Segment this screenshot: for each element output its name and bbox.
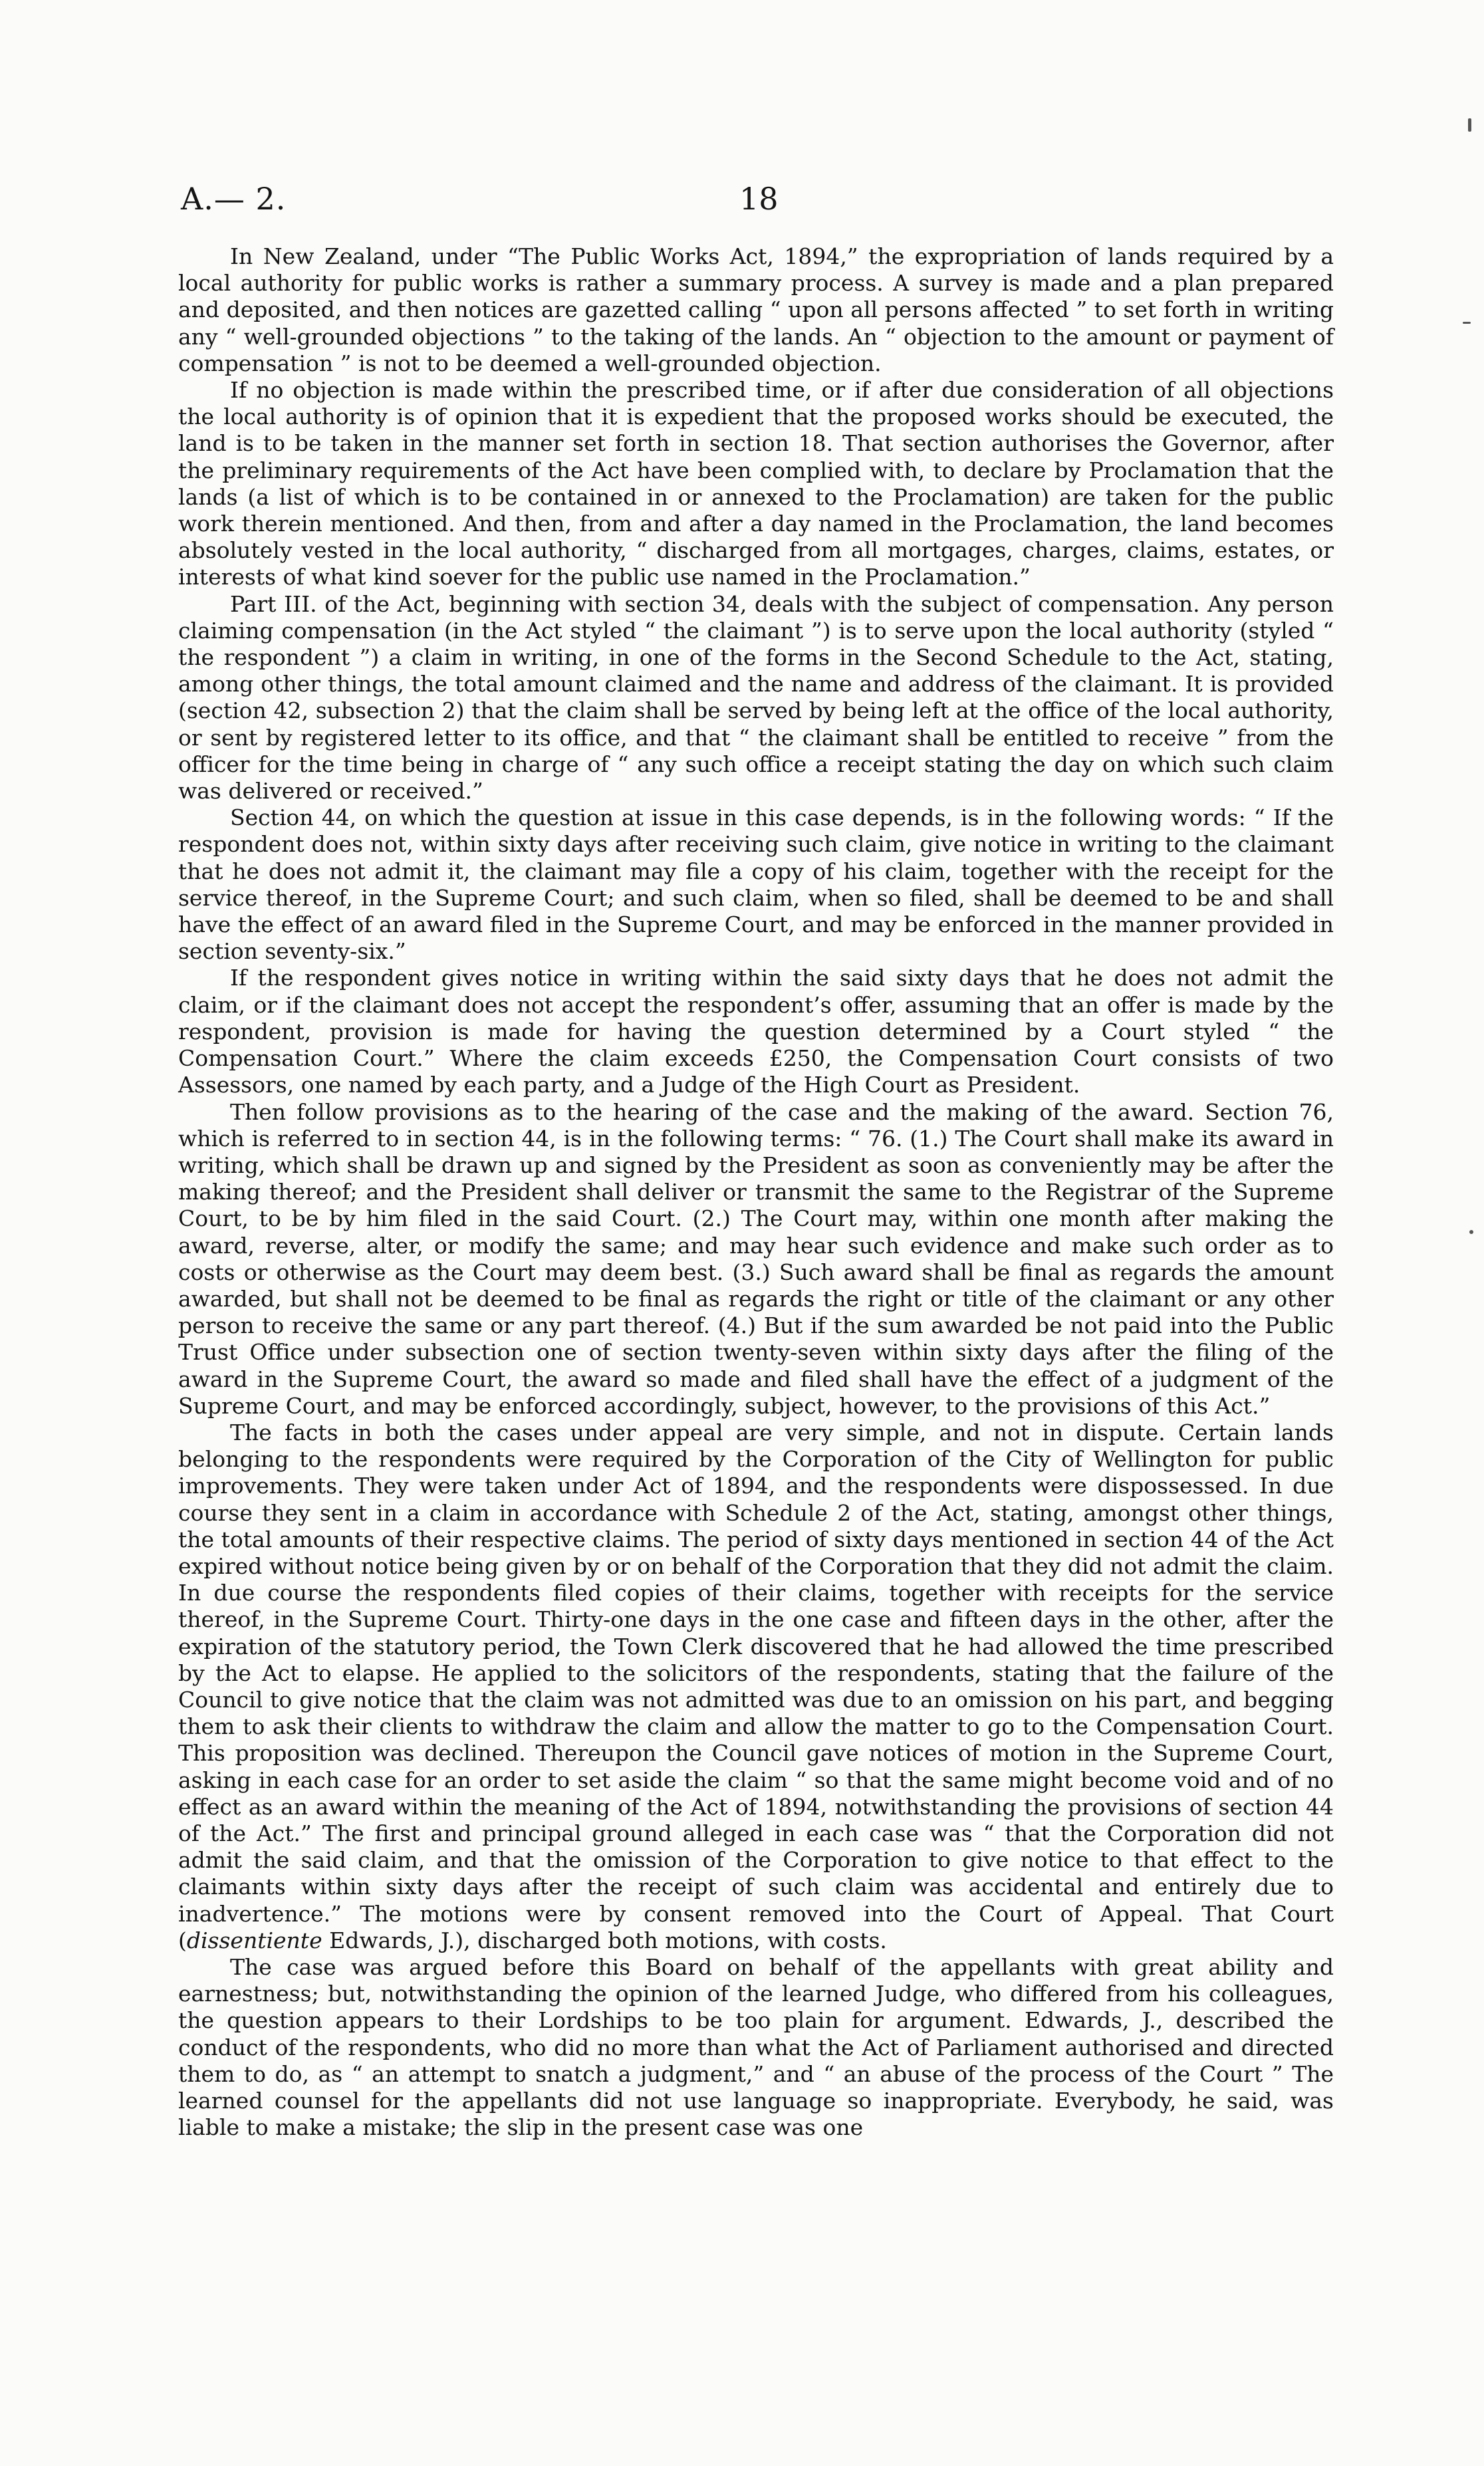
scan-mark-icon (1463, 322, 1471, 324)
paragraph-text: The facts in both the cases under appeal are very simple, and not in dispute. Certain lands belonging to the respondents were required by the Corporation of the City of Wellington for public improvements. They were taken under Act of 1894, and the respondents were dispossessed. In due course they sent in a claim in accordance with Schedule 2 of the Act, stating, amongst other things, the total amounts of their respective claims. The period of sixty days mentioned in section 44 of the Act expired without notice being given by or on behalf of the Corporation that they did not admit the claim. In due course the respondents filed copies of their claims, together with receipts for the service thereof, in the Supreme Court. Thirty-one days in the one case and fifteen days in the other, after the expiration of the statutory period, the Town Clerk discovered that he had allowed the time prescribed by the Act to elapse. He applied to the solicitors of the respondents, stating that the failure of the Council to give notice that the claim was not admitted was due to an omission on his part, and begging them to ask their clients to withdraw the claim and allow the matter to go to the Compensation Court. This proposition was declined. Thereupon the Council gave notices of motion in the Supreme Court, asking in each case for an order to set aside the claim “ so that the same might become void and of no effect as an award within the meaning of the Act of 1894, notwithstanding the provisions of section 44 of the Act.” The first and principal ground alleged in each case was “ that the Corporation did not admit the said claim, and that the omission of the Corporation to give notice to that effect to the claimants within sixty days after the receipt of such claim was accidental and entirely due to inadvertence.” The motions were by consent removed into the Court of Appeal. That Court (178, 1419, 1334, 1927)
paragraph: Part III. of the Act, beginning with section 34, deals with the subject of compensation. Any person claiming compensation (in the Act styled “ the claimant ”) is to serve upon the local authority (styled “ the respondent ”) a claim in writing, in one of the forms in the Second Schedule to the Act, stating, among other things, the total amount claimed and the name and address of the claimant. It is provided (section 42, subsection 2) that the claim shall be served by being left at the office of the local authority, or sent by registered letter to its office, and that “ the claimant shall be entitled to receive ” from the officer for the time being in charge of “ any such office a receipt stating the day on which such claim was delivered or received.” (178, 590, 1334, 804)
paragraph: In New Zealand, under “The Public Works Act, 1894,” the expropriation of lands required by a local authority for public works is rather a summary process. A survey is made and a plan prepared and deposited, and then notices are gazetted calling “ upon all persons affected ” to set forth in writing any “ well-grounded objections ” to the taking of the lands. An “ objection to the amount or payment of compensation ” is not to be deemed a well-grounded objection. (178, 243, 1334, 376)
scan-mark-icon (1468, 118, 1471, 132)
paragraph-text-continued: Edwards, J.), discharged both motions, with costs. (329, 1927, 887, 1953)
paragraph: Then follow provisions as to the hearing of the case and the making of the award. Section 76, which is referred to in section 44, is in the following terms: “ 76. (1.) The Court shall make its award in writing, which shall be drawn up and signed by the President as soon as conveniently may be after the making thereof; and the President shall deliver or transmit the same to the Registrar of the Supreme Court, to be by him filed in the said Court. (2.) The Court may, within one month after making the award, reverse, alter, or modify the same; and may hear such evidence and make such order as to costs or otherwise as the Court may deem best. (3.) Such award shall be final as regards the amount awarded, but shall not be deemed to be final as regards the right or title of the claimant or any other person to receive the same or any part thereof. (4.) But if the sum awarded be not paid into the Public Trust Office under subsection one of section twenty-seven within sixty days after the filing of the award in the Supreme Court, the award so made and filed shall have the effect of a judgment of the Supreme Court, and may be enforced accordingly, subject, however, to the provisions of this Act.” (178, 1098, 1334, 1419)
page-number: 18 (739, 181, 779, 217)
body-text (178, 243, 1334, 2141)
scan-mark-icon (1469, 1230, 1473, 1234)
paragraph: If the respondent gives notice in writing within the said sixty days that he does not admit the claim, or if the claimant does not accept the respondent’s offer, assuming that an offer is made by the respondent, provision is made for having the question determined by a Court styled “ the Compensation Court.” Where the claim exceeds £250, the Compensation Court consists of two Assessors, one named by each party, and a Judge of the High Court as President. (178, 965, 1334, 1098)
italic-term: dissentiente (186, 1927, 322, 1953)
paragraph: Section 44, on which the question at issue in this case depends, is in the following words: “ If the respondent does not, within sixty days after receiving such claim, give notice in writing to the claimant that he does not admit it, the claimant may file a copy of his claim, together with the receipt for the service thereof, in the Supreme Court; and such claim, when so filed, shall be deemed to be and shall have the effect of an award filed in the Supreme Court, and may be enforced in the manner provided in section seventy-six.” (178, 804, 1334, 965)
paragraph: The facts in both the cases under appeal are very simple, and not in dispute. Certain lands belonging to the respondents were required by the Corporation of the City of Wellington for public improvements. They were taken under Act of 1894, and the respondents were dispossessed. In due course they sent in a claim in accordance with Schedule 2 of the Act, stating, amongst other things, the total amounts of their respective claims. The period of sixty days mentioned in section 44 of the Act expired without notice being given by or on behalf of the Corporation that they did not admit the claim. In due course the respondents filed copies of their claims, together with receipts for the service thereof, in the Supreme Court. Thirty-one days in the one case and fifteen days in the other, after the expiration of the statutory period, the Town Clerk discovered that he had allowed the time prescribed by the Act to elapse. He applied to the solicitors of the respondents, stating that the failure of the Council to give notice that the claim was not admitted was due to an omission on his part, and begging them to ask their clients to withdraw the claim and allow the matter to go to the Compensation Court. This proposition was declined. Thereupon the Council gave notices of motion in the Supreme Court, asking in each case for an order to set aside the claim “ so that the same might become void and of no effect as an award within the meaning of the Act of 1894, notwithstanding the provisions of section 44 of the Act.” The first and principal ground alleged in each case was “ that the Corporation did not admit the said claim, and that the omission of the Corporation to give notice to that effect to the claimants within sixty days after the receipt of such claim was accidental and entirely due to inadvertence.” The motions were by consent removed into the Court of Appeal. That Court (dissentiente Edwards, J.), discharged both motions, with costs. (178, 1419, 1334, 1953)
paragraph: The case was argued before this Board on behalf of the appellants with great ability and earnestness; but, notwithstanding the opinion of the learned Judge, who differed from his colleagues, the question appears to their Lordships to be too plain for argument. Edwards, J., described the conduct of the respondents, who did no more than what the Act of Parliament authorised and directed them to do, as “ an attempt to snatch a judgment,” and “ an abuse of the process of the Court ” The learned counsel for the appellants did not use language so inappropriate. Everybody, he said, was liable to make a mistake; the slip in the present case was one (178, 1954, 1334, 2141)
paper-reference: A.— 2. (181, 181, 287, 217)
paragraph: If no objection is made within the prescribed time, or if after due consideration of all objections the local authority is of opinion that it is expedient that the proposed works should be executed, the land is to be taken in the manner set forth in section 18. That section authorises the Governor, after the preliminary requirements of the Act have been complied with, to declare by Proclamation that the lands (a list of which is to be contained in or annexed to the Proclamation) are taken for the public work therein mentioned. And then, from and after a day named in the Proclamation, the land becomes absolutely vested in the local authority, “ discharged from all mortgages, charges, claims, estates, or interests of what kind soever for the public use named in the Proclamation.” (178, 377, 1334, 590)
